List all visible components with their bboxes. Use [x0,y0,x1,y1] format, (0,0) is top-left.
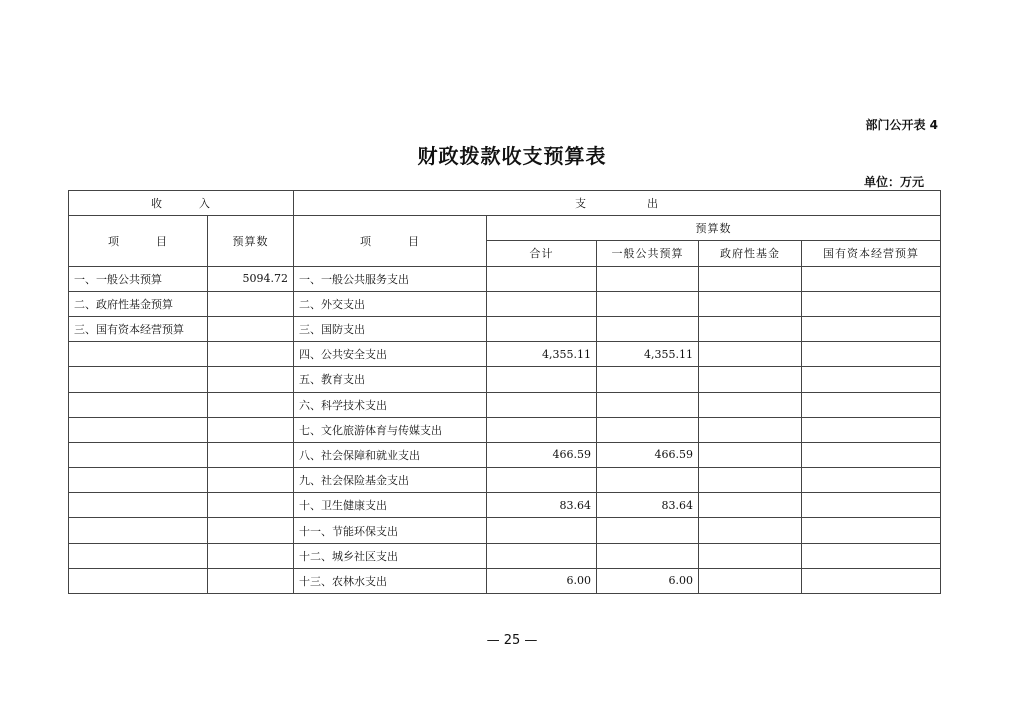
state-capital-header: 国有资本经营预算 [802,241,941,266]
income-amount-cell [208,316,294,341]
state-capital-cell [802,468,941,493]
general-budget-cell: 6.00 [597,568,699,593]
income-amount-cell [208,417,294,442]
expense-item-cell: 十二、城乡社区支出 [294,543,487,568]
table-row [69,342,941,367]
state-capital-cell [802,568,941,593]
income-item-cell [69,342,208,367]
general-budget-cell [597,417,699,442]
income-budget-header: 预算数 [208,216,294,266]
total-cell [487,316,597,341]
table-row [69,316,941,341]
expense-item-cell: 七、文化旅游体育与传媒支出 [294,417,487,442]
form-number: 部门公开表 4 [865,118,938,132]
total-cell [487,468,597,493]
income-amount-cell [208,367,294,392]
expense-header: 支 出 [294,191,941,216]
table-row [69,367,941,392]
general-budget-cell [597,316,699,341]
gov-fund-cell [699,392,802,417]
state-capital-cell [802,266,941,291]
income-item-cell: 二、政府性基金预算 [69,291,208,316]
table-row [69,266,941,291]
state-capital-cell [802,417,941,442]
income-item-cell [69,493,208,518]
page-title: 财政拨款收支预算表 [417,144,607,168]
table-row [69,568,941,593]
income-amount-cell: 5094.72 [208,266,294,291]
table-row [69,392,941,417]
income-item-cell [69,367,208,392]
gov-fund-cell [699,342,802,367]
expense-item-cell: 十、卫生健康支出 [294,493,487,518]
expense-item-cell: 四、公共安全支出 [294,342,487,367]
general-budget-cell [597,392,699,417]
income-amount-cell [208,442,294,467]
table-row [69,442,941,467]
income-item-cell [69,543,208,568]
income-amount-cell [208,392,294,417]
budget-group-header: 预算数 [487,216,941,241]
general-budget-cell: 4,355.11 [597,342,699,367]
general-budget-cell: 83.64 [597,493,699,518]
state-capital-cell [802,316,941,341]
total-cell: 6.00 [487,568,597,593]
gov-fund-cell [699,442,802,467]
expense-item-cell: 一、一般公共服务支出 [294,266,487,291]
income-item-cell [69,392,208,417]
total-cell [487,518,597,543]
expense-item-cell: 八、社会保障和就业支出 [294,442,487,467]
general-budget-cell: 466.59 [597,442,699,467]
total-cell [487,367,597,392]
income-amount-cell [208,291,294,316]
general-budget-cell [597,518,699,543]
total-cell [487,266,597,291]
state-capital-cell [802,342,941,367]
expense-item-header: 项 目 [294,216,487,266]
gov-fund-cell [699,493,802,518]
header-row-middle [69,216,941,241]
gov-fund-cell [699,367,802,392]
total-cell: 83.64 [487,493,597,518]
gov-fund-cell [699,468,802,493]
header-row-top [69,191,941,216]
gov-fund-cell [699,518,802,543]
page-number: — 25 — [486,633,538,648]
general-budget-cell [597,367,699,392]
income-item-cell [69,568,208,593]
state-capital-cell [802,518,941,543]
total-cell: 4,355.11 [487,342,597,367]
income-amount-cell [208,518,294,543]
income-item-cell [69,417,208,442]
income-amount-cell [208,468,294,493]
expense-item-cell: 三、国防支出 [294,316,487,341]
total-cell [487,543,597,568]
total-cell: 466.59 [487,442,597,467]
state-capital-cell [802,493,941,518]
gov-fund-header: 政府性基金 [699,241,802,266]
table-row [69,518,941,543]
income-amount-cell [208,543,294,568]
expense-item-cell: 二、外交支出 [294,291,487,316]
expense-item-cell: 十三、农林水支出 [294,568,487,593]
income-amount-cell [208,342,294,367]
total-cell [487,291,597,316]
expense-item-cell: 十一、节能环保支出 [294,518,487,543]
general-budget-cell [597,468,699,493]
table-row [69,543,941,568]
income-item-cell: 三、国有资本经营预算 [69,316,208,341]
state-capital-cell [802,367,941,392]
gov-fund-cell [699,568,802,593]
total-cell [487,417,597,442]
state-capital-cell [802,392,941,417]
expense-item-cell: 六、科学技术支出 [294,392,487,417]
gov-fund-cell [699,543,802,568]
general-budget-header: 一般公共预算 [597,241,699,266]
income-item-cell: 一、一般公共预算 [69,266,208,291]
gov-fund-cell [699,291,802,316]
income-item-header: 项 目 [69,216,208,266]
general-budget-cell [597,543,699,568]
expense-item-cell: 五、教育支出 [294,367,487,392]
total-header: 合计 [487,241,597,266]
gov-fund-cell [699,266,802,291]
state-capital-cell [802,442,941,467]
gov-fund-cell [699,417,802,442]
income-amount-cell [208,493,294,518]
gov-fund-cell [699,316,802,341]
income-amount-cell [208,568,294,593]
general-budget-cell [597,291,699,316]
table-row [69,468,941,493]
table-row [69,493,941,518]
budget-table [68,190,941,594]
table-row [69,291,941,316]
income-item-cell [69,442,208,467]
income-header: 收 入 [69,191,294,216]
total-cell [487,392,597,417]
state-capital-cell [802,543,941,568]
general-budget-cell [597,266,699,291]
unit-label: 单位：万元 [863,175,924,189]
income-item-cell [69,518,208,543]
table-row [69,417,941,442]
state-capital-cell [802,291,941,316]
income-item-cell [69,468,208,493]
expense-item-cell: 九、社会保险基金支出 [294,468,487,493]
